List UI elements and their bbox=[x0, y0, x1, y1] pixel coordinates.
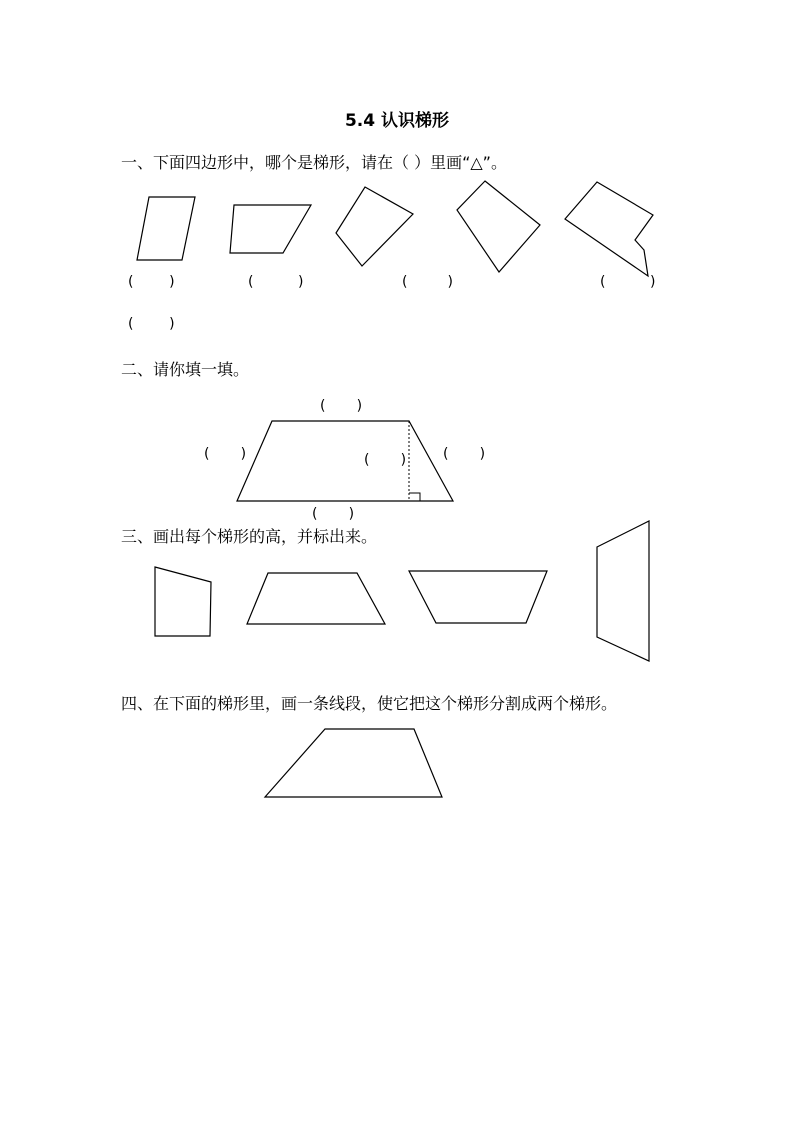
q3-shape-4-vertical-trapezoid bbox=[597, 521, 649, 661]
q2-blank-top[interactable]: ( ) bbox=[320, 398, 363, 414]
question-4-text: 四、在下面的梯形里，画一条线段，使它把这个梯形分割成两个梯形。 bbox=[121, 694, 618, 713]
q3-shape-2-trapezoid bbox=[247, 573, 385, 624]
q2-blank-height[interactable]: ( ) bbox=[364, 452, 407, 468]
q1-shape-5-pentagon bbox=[565, 182, 653, 276]
q1-shape-1-parallelogram bbox=[137, 197, 195, 260]
q1-answer-blank-3[interactable]: ( ) bbox=[402, 274, 453, 290]
q1-shape-2-parallelogram bbox=[230, 205, 311, 253]
q1-answer-blank-2[interactable]: ( ) bbox=[248, 274, 304, 290]
q1-answer-blank-5[interactable]: ( ) bbox=[128, 316, 175, 332]
q2-trapezoid bbox=[237, 421, 453, 501]
q2-blank-left[interactable]: ( ) bbox=[204, 446, 247, 462]
q4-trapezoid bbox=[265, 729, 442, 797]
q1-shape-3-quadrilateral bbox=[336, 187, 413, 266]
q2-right-angle-mark bbox=[409, 493, 420, 501]
q2-blank-bottom[interactable]: ( ) bbox=[312, 506, 355, 522]
question-1-text: 一、下面四边形中，哪个是梯形，请在（ ）里画“△”。 bbox=[121, 153, 507, 172]
question-2-text: 二、请你填一填。 bbox=[121, 360, 250, 379]
q2-blank-right[interactable]: ( ) bbox=[443, 446, 486, 462]
q3-shape-3-inverted-trapezoid bbox=[409, 571, 547, 623]
q1-answer-blank-4[interactable]: ( ) bbox=[600, 274, 656, 290]
q1-shape-4-quadrilateral bbox=[457, 181, 540, 272]
page-title: 5.4 认识梯形 bbox=[344, 111, 450, 131]
q3-shape-1-right-trapezoid bbox=[155, 567, 211, 636]
q1-answer-blank-1[interactable]: ( ) bbox=[128, 274, 175, 290]
question-3-text: 三、画出每个梯形的高，并标出来。 bbox=[121, 527, 378, 546]
